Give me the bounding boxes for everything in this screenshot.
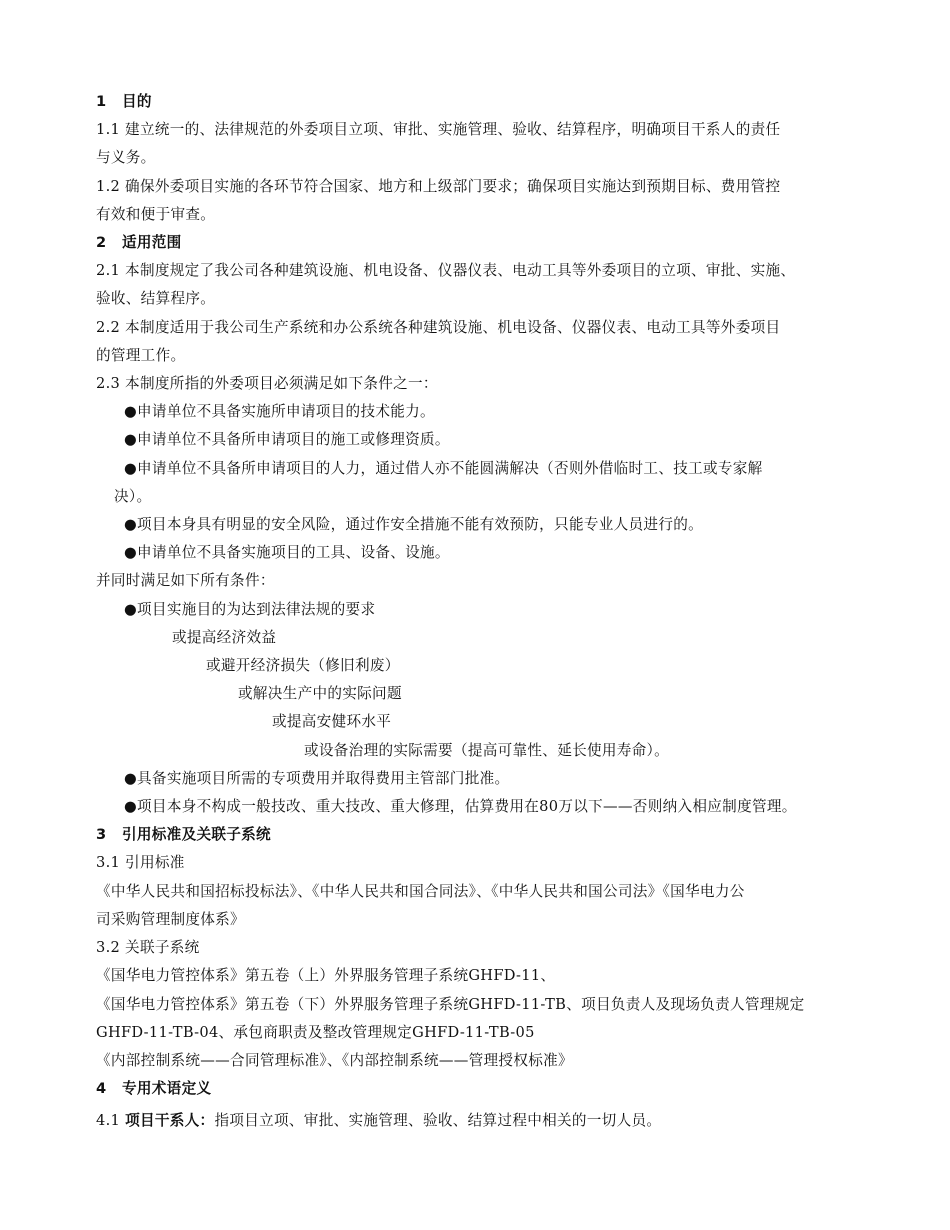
paragraph-2-1: 2.1 本制度规定了我公司各种建筑设施、机电设备、仪器仪表、电动工具等外委项目的立项、审批、实施、	[96, 262, 796, 280]
bullet-item: ●申请单位不具备实施项目的工具、设备、设施。	[124, 544, 450, 562]
conditions-intro: 并同时满足如下所有条件：	[96, 572, 275, 590]
bullet-item: ●申请单位不具备所申请项目的施工或修理资质。	[124, 431, 450, 449]
bullet-item-cont: 决）。	[114, 487, 152, 505]
related-subsystem: 《国华电力管控体系》第五卷（下）外界服务管理子系统GHFD-11-TB、项目负责人及现场负责人管理规定	[96, 995, 805, 1013]
alternative-condition: 或提高安健环水平	[272, 713, 392, 731]
subsection-3-2: 3.2 关联子系统	[96, 939, 200, 957]
paragraph-2-1-cont: 验收、结算程序。	[96, 290, 216, 308]
alternative-condition: 或提高经济效益	[172, 628, 277, 646]
alternative-condition: 或避开经济损失（修旧利废）	[206, 657, 400, 675]
paragraph-1-2: 1.2 确保外委项目实施的各环节符合国家、地方和上级部门要求；确保项目实施达到预期目标、费用管控	[96, 177, 781, 195]
bullet-item: ●申请单位不具备所申请项目的人力，通过借人亦不能圆满解决（否则外借临时工、技工或专家解	[124, 459, 763, 477]
paragraph-2-2: 2.2 本制度适用于我公司生产系统和办公系统各种建筑设施、机电设备、仪器仪表、电动工具等外委项目	[96, 318, 781, 336]
related-subsystem: 《内部控制系统——合同管理标准》、《内部控制系统——管理授权标准》	[96, 1051, 573, 1069]
reference-standards: 《中华人民共和国招标投标法》、《中华人民共和国合同法》、《中华人民共和国公司法》《国华电力公	[96, 882, 745, 900]
subsection-3-1: 3.1 引用标准	[96, 854, 185, 872]
bullet-item: ●具备实施项目所需的专项费用并取得费用主管部门批准。	[124, 769, 510, 787]
related-subsystem-cont: GHFD-11-TB-04、承包商职责及整改管理规定GHFD-11-TB-05	[96, 1023, 535, 1041]
section-heading-1: 1 目的	[96, 93, 152, 110]
bullet-item: ●项目本身具有明显的安全风险，通过作安全措施不能有效预防，只能专业人员进行的。	[124, 516, 703, 534]
paragraph-1-1: 1.1 建立统一的、法律规范的外委项目立项、审批、实施管理、验收、结算程序，明确项目干系人的责任	[96, 121, 781, 139]
bullet-item: ●申请单位不具备实施所申请项目的技术能力。	[124, 403, 435, 421]
definition-4-1: 4.1 项目干系人：指项目立项、审批、实施管理、验收、结算过程中相关的一切人员。	[96, 1112, 662, 1130]
section-heading-2: 2 适用范围	[96, 234, 182, 252]
section-heading-4: 4 专用术语定义	[96, 1080, 212, 1098]
alternative-condition: 或设备治理的实际需要（提高可靠性、延长使用寿命）。	[304, 741, 670, 759]
bullet-item: ●项目实施目的为达到法律法规的要求	[124, 600, 376, 618]
paragraph-1-2-cont: 有效和便于审查。	[96, 205, 216, 223]
section-heading-3: 3 引用标准及关联子系统	[96, 826, 271, 844]
paragraph-1-1-cont: 与义务。	[96, 149, 156, 167]
bullet-item: ●项目本身不构成一般技改、重大技改、重大修理，估算费用在80万以下——否则纳入相应制度管理。	[124, 798, 797, 816]
alternative-condition: 或解决生产中的实际问题	[238, 685, 402, 703]
term-label: 项目干系人：	[125, 1112, 215, 1130]
related-subsystem: 《国华电力管控体系》第五卷（上）外界服务管理子系统GHFD-11、	[96, 967, 556, 985]
paragraph-2-2-cont: 的管理工作。	[96, 346, 186, 364]
reference-standards-cont: 司采购管理制度体系》	[96, 910, 245, 928]
paragraph-2-3: 2.3 本制度所指的外委项目必须满足如下条件之一：	[96, 375, 438, 393]
